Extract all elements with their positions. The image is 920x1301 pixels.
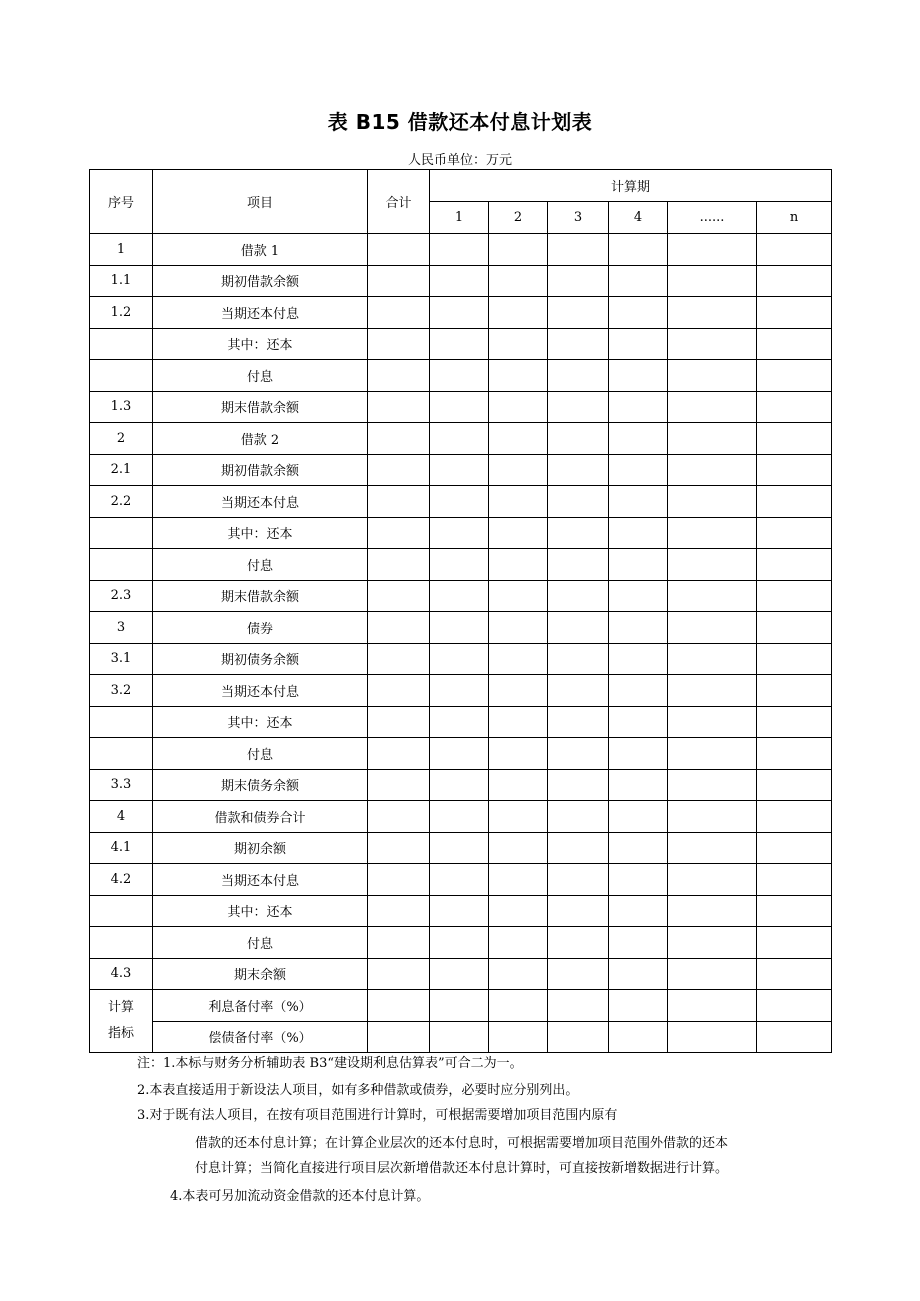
table-row bbox=[90, 927, 832, 959]
table-row bbox=[90, 391, 832, 423]
table-cell bbox=[430, 643, 489, 675]
table-body bbox=[90, 234, 832, 1053]
row-item: 付息 bbox=[153, 549, 368, 581]
table-cell bbox=[757, 801, 832, 833]
row-seq: 4.3 bbox=[90, 958, 153, 990]
table-cell bbox=[757, 580, 832, 612]
table-cell bbox=[609, 549, 668, 581]
table-cell bbox=[548, 423, 609, 455]
table-cell bbox=[757, 297, 832, 329]
table-cell bbox=[668, 328, 757, 360]
table-cell bbox=[368, 517, 430, 549]
table-cell bbox=[489, 958, 548, 990]
table-cell bbox=[430, 1021, 489, 1053]
table-cell bbox=[430, 738, 489, 770]
table-cell bbox=[430, 958, 489, 990]
table-cell bbox=[609, 612, 668, 644]
table-cell bbox=[668, 517, 757, 549]
table-cell bbox=[430, 706, 489, 738]
table-cell bbox=[430, 769, 489, 801]
table-cell bbox=[368, 360, 430, 392]
row-seq bbox=[90, 549, 153, 581]
note-3-cont-2: 付息计算；当简化直接进行项目层次新增借款还本付息计算时，可直接按新增数据进行计算。 bbox=[195, 1161, 729, 1176]
indicator-label bbox=[90, 990, 153, 1053]
header-item: 项目 bbox=[153, 170, 368, 234]
row-item: 借款 1 bbox=[153, 234, 368, 266]
row-item: 借款 2 bbox=[153, 423, 368, 455]
row-item: 付息 bbox=[153, 927, 368, 959]
table-cell bbox=[609, 643, 668, 675]
table-row bbox=[90, 360, 832, 392]
table-cell bbox=[489, 927, 548, 959]
table-cell bbox=[668, 265, 757, 297]
table-cell bbox=[489, 328, 548, 360]
table-cell bbox=[757, 486, 832, 518]
table-cell bbox=[757, 265, 832, 297]
table-cell bbox=[430, 517, 489, 549]
currency-unit: 人民币单位：万元 bbox=[407, 153, 512, 168]
table-cell bbox=[548, 360, 609, 392]
table-cell bbox=[548, 580, 609, 612]
table-cell bbox=[430, 927, 489, 959]
table-row bbox=[90, 549, 832, 581]
table-cell bbox=[489, 517, 548, 549]
table-cell bbox=[368, 265, 430, 297]
row-seq: 1.1 bbox=[90, 265, 153, 297]
table-row bbox=[90, 832, 832, 864]
table-row bbox=[90, 801, 832, 833]
table-cell bbox=[489, 297, 548, 329]
table-cell bbox=[430, 234, 489, 266]
table-cell bbox=[489, 423, 548, 455]
indicator-row bbox=[90, 990, 832, 1022]
note-1: 注：1.本标与财务分析辅助表 B3“建设期利息估算表”可合二为一。 bbox=[137, 1056, 523, 1071]
table-cell bbox=[430, 297, 489, 329]
table-cell bbox=[609, 391, 668, 423]
table-row bbox=[90, 328, 832, 360]
header-seq: 序号 bbox=[90, 170, 153, 234]
table-cell bbox=[548, 769, 609, 801]
table-cell bbox=[609, 927, 668, 959]
table-cell bbox=[548, 328, 609, 360]
row-item: 借款和债券合计 bbox=[153, 801, 368, 833]
row-item: 付息 bbox=[153, 360, 368, 392]
table-cell bbox=[757, 517, 832, 549]
table-cell bbox=[668, 832, 757, 864]
table-cell bbox=[368, 454, 430, 486]
table-cell bbox=[757, 958, 832, 990]
table-cell bbox=[668, 675, 757, 707]
table-row bbox=[90, 265, 832, 297]
table-cell bbox=[609, 265, 668, 297]
table-row bbox=[90, 895, 832, 927]
table-cell bbox=[368, 423, 430, 455]
table-cell bbox=[430, 549, 489, 581]
table-cell bbox=[489, 486, 548, 518]
table-cell bbox=[489, 643, 548, 675]
row-item: 当期还本付息 bbox=[153, 864, 368, 896]
table-cell bbox=[548, 297, 609, 329]
row-item: 期初借款余额 bbox=[153, 265, 368, 297]
table-cell bbox=[668, 391, 757, 423]
row-item: 其中：还本 bbox=[153, 706, 368, 738]
row-seq: 2.2 bbox=[90, 486, 153, 518]
table-cell bbox=[668, 927, 757, 959]
table-cell bbox=[489, 675, 548, 707]
header-period-2: 2 bbox=[489, 202, 548, 234]
row-seq bbox=[90, 328, 153, 360]
table-cell bbox=[430, 612, 489, 644]
table-cell bbox=[489, 864, 548, 896]
table-cell bbox=[757, 423, 832, 455]
table-cell bbox=[548, 675, 609, 707]
table-cell bbox=[668, 706, 757, 738]
table-cell bbox=[489, 990, 548, 1022]
table-cell bbox=[668, 801, 757, 833]
table-cell bbox=[548, 706, 609, 738]
table-row bbox=[90, 958, 832, 990]
table-cell bbox=[668, 423, 757, 455]
table-cell bbox=[548, 895, 609, 927]
table-cell bbox=[668, 895, 757, 927]
table-cell bbox=[489, 580, 548, 612]
table-cell bbox=[368, 895, 430, 927]
table-cell bbox=[548, 265, 609, 297]
table-cell bbox=[757, 1021, 832, 1053]
table-cell bbox=[609, 958, 668, 990]
table-cell bbox=[548, 454, 609, 486]
note-3: 3.对于既有法人项目，在按有项目范围进行计算时，可根据需要增加项目范围内原有 bbox=[137, 1108, 618, 1123]
table-cell bbox=[430, 265, 489, 297]
row-seq: 4 bbox=[90, 801, 153, 833]
table-cell bbox=[609, 864, 668, 896]
table-cell bbox=[757, 990, 832, 1022]
table-cell bbox=[489, 360, 548, 392]
indicator-item: 利息备付率（%） bbox=[153, 990, 368, 1022]
table-row bbox=[90, 454, 832, 486]
table-row bbox=[90, 580, 832, 612]
table-cell bbox=[489, 895, 548, 927]
indicator-label-line2: 指标 bbox=[107, 1026, 134, 1041]
header-period: 计算期 bbox=[430, 170, 832, 202]
row-seq: 3 bbox=[90, 612, 153, 644]
table-cell bbox=[368, 832, 430, 864]
table-cell bbox=[609, 675, 668, 707]
table-cell bbox=[609, 423, 668, 455]
table-row bbox=[90, 706, 832, 738]
table-cell bbox=[668, 990, 757, 1022]
table-cell bbox=[368, 643, 430, 675]
table-row bbox=[90, 675, 832, 707]
row-seq: 1.3 bbox=[90, 391, 153, 423]
table-cell bbox=[489, 706, 548, 738]
row-item: 期末借款余额 bbox=[153, 580, 368, 612]
header-period-n: n bbox=[757, 202, 832, 234]
table-cell bbox=[489, 454, 548, 486]
table-cell bbox=[757, 675, 832, 707]
table-cell bbox=[430, 454, 489, 486]
table-cell bbox=[368, 675, 430, 707]
table-cell bbox=[368, 391, 430, 423]
table-cell bbox=[757, 927, 832, 959]
table-cell bbox=[368, 801, 430, 833]
table-cell bbox=[548, 643, 609, 675]
table-cell bbox=[430, 832, 489, 864]
indicator-label-line1: 计算 bbox=[107, 1000, 134, 1015]
table-cell bbox=[489, 265, 548, 297]
header-period-3: 3 bbox=[548, 202, 609, 234]
row-item: 期末债务余额 bbox=[153, 769, 368, 801]
table-cell bbox=[489, 738, 548, 770]
row-seq bbox=[90, 927, 153, 959]
table-row bbox=[90, 643, 832, 675]
table-cell bbox=[548, 234, 609, 266]
row-item: 期末余额 bbox=[153, 958, 368, 990]
row-item: 当期还本付息 bbox=[153, 297, 368, 329]
table-cell bbox=[609, 1021, 668, 1053]
row-seq: 2 bbox=[90, 423, 153, 455]
row-item: 期末借款余额 bbox=[153, 391, 368, 423]
header-period-ellipsis: ...... bbox=[668, 202, 757, 234]
header-total: 合计 bbox=[368, 170, 430, 234]
table-cell bbox=[757, 454, 832, 486]
table-row bbox=[90, 297, 832, 329]
row-seq bbox=[90, 895, 153, 927]
table-cell bbox=[548, 864, 609, 896]
table-cell bbox=[548, 391, 609, 423]
table-cell bbox=[668, 486, 757, 518]
table-row bbox=[90, 769, 832, 801]
table-cell bbox=[489, 801, 548, 833]
table-cell bbox=[430, 895, 489, 927]
table-cell bbox=[368, 1021, 430, 1053]
table-cell bbox=[609, 486, 668, 518]
table-cell bbox=[757, 832, 832, 864]
table-cell bbox=[548, 486, 609, 518]
table-cell bbox=[609, 328, 668, 360]
table-cell bbox=[489, 549, 548, 581]
row-seq: 3.1 bbox=[90, 643, 153, 675]
indicator-row bbox=[90, 1021, 832, 1053]
table-cell bbox=[368, 927, 430, 959]
table-cell bbox=[489, 832, 548, 864]
row-seq: 1 bbox=[90, 234, 153, 266]
row-seq: 4.1 bbox=[90, 832, 153, 864]
table-cell bbox=[430, 801, 489, 833]
table-row bbox=[90, 517, 832, 549]
table-cell bbox=[757, 738, 832, 770]
row-seq: 3.2 bbox=[90, 675, 153, 707]
row-item: 期初余额 bbox=[153, 832, 368, 864]
table-cell bbox=[668, 580, 757, 612]
table-cell bbox=[548, 517, 609, 549]
table-cell bbox=[548, 738, 609, 770]
table-cell bbox=[430, 675, 489, 707]
table-cell bbox=[609, 801, 668, 833]
table-cell bbox=[668, 738, 757, 770]
table-cell bbox=[548, 549, 609, 581]
table-cell bbox=[757, 360, 832, 392]
table-cell bbox=[430, 580, 489, 612]
indicator-item: 偿债备付率（%） bbox=[153, 1021, 368, 1053]
table-cell bbox=[368, 580, 430, 612]
table-row bbox=[90, 612, 832, 644]
row-item: 当期还本付息 bbox=[153, 486, 368, 518]
table-cell bbox=[368, 328, 430, 360]
table-cell bbox=[609, 297, 668, 329]
table-cell bbox=[548, 990, 609, 1022]
note-4: 4.本表可另加流动资金借款的还本付息计算。 bbox=[170, 1189, 430, 1204]
table-cell bbox=[609, 580, 668, 612]
table-cell bbox=[757, 549, 832, 581]
table-cell bbox=[609, 738, 668, 770]
table-cell bbox=[430, 360, 489, 392]
page-title: 表 B15 借款还本付息计划表 bbox=[327, 110, 593, 134]
table-cell bbox=[368, 297, 430, 329]
table-cell bbox=[757, 864, 832, 896]
table-cell bbox=[757, 895, 832, 927]
table-cell bbox=[668, 234, 757, 266]
row-item: 期初债务余额 bbox=[153, 643, 368, 675]
table-cell bbox=[757, 706, 832, 738]
row-seq: 4.2 bbox=[90, 864, 153, 896]
table-cell bbox=[368, 612, 430, 644]
table-cell bbox=[668, 769, 757, 801]
table-cell bbox=[489, 769, 548, 801]
table-cell bbox=[430, 864, 489, 896]
table-cell bbox=[609, 769, 668, 801]
table-cell bbox=[489, 391, 548, 423]
table-cell bbox=[668, 549, 757, 581]
table-cell bbox=[609, 832, 668, 864]
row-seq bbox=[90, 706, 153, 738]
table-cell bbox=[368, 958, 430, 990]
table-cell bbox=[757, 328, 832, 360]
table-cell bbox=[430, 486, 489, 518]
table-cell bbox=[368, 234, 430, 266]
table-cell bbox=[668, 958, 757, 990]
table-cell bbox=[757, 612, 832, 644]
note-2: 2.本表直接适用于新设法人项目，如有多种借款或债券，必要时应分别列出。 bbox=[137, 1083, 579, 1098]
table-cell bbox=[668, 1021, 757, 1053]
row-seq: 2.3 bbox=[90, 580, 153, 612]
table-cell bbox=[548, 958, 609, 990]
table-cell bbox=[430, 391, 489, 423]
table-cell bbox=[430, 328, 489, 360]
row-seq bbox=[90, 738, 153, 770]
table-cell bbox=[609, 517, 668, 549]
table-cell bbox=[368, 486, 430, 518]
row-item: 其中：还本 bbox=[153, 517, 368, 549]
note-3-cont-1: 借款的还本付息计算；在计算企业层次的还本付息时，可根据需要增加项目范围外借款的还本 bbox=[195, 1136, 729, 1151]
table-cell bbox=[548, 927, 609, 959]
table-cell bbox=[368, 990, 430, 1022]
table-cell bbox=[757, 234, 832, 266]
table-cell bbox=[609, 454, 668, 486]
row-item: 期初借款余额 bbox=[153, 454, 368, 486]
table-cell bbox=[609, 895, 668, 927]
table-row bbox=[90, 234, 832, 266]
table-cell bbox=[368, 706, 430, 738]
row-seq bbox=[90, 517, 153, 549]
table-cell bbox=[609, 706, 668, 738]
table-cell bbox=[668, 297, 757, 329]
table-cell bbox=[668, 454, 757, 486]
table-row bbox=[90, 738, 832, 770]
table-row bbox=[90, 864, 832, 896]
table-cell bbox=[757, 643, 832, 675]
table-cell bbox=[609, 990, 668, 1022]
table-cell bbox=[489, 1021, 548, 1053]
row-item: 其中：还本 bbox=[153, 895, 368, 927]
table-cell bbox=[368, 549, 430, 581]
row-seq: 1.2 bbox=[90, 297, 153, 329]
table-cell bbox=[548, 1021, 609, 1053]
table-cell bbox=[430, 423, 489, 455]
table-cell bbox=[489, 234, 548, 266]
table-cell bbox=[609, 360, 668, 392]
table-cell bbox=[548, 832, 609, 864]
header-period-1: 1 bbox=[430, 202, 489, 234]
table-cell bbox=[668, 612, 757, 644]
table-cell bbox=[489, 612, 548, 644]
table-cell bbox=[668, 643, 757, 675]
table-cell bbox=[368, 864, 430, 896]
table-cell bbox=[609, 234, 668, 266]
row-item: 其中：还本 bbox=[153, 328, 368, 360]
row-item: 债券 bbox=[153, 612, 368, 644]
table-cell bbox=[430, 990, 489, 1022]
row-seq: 2.1 bbox=[90, 454, 153, 486]
row-item: 付息 bbox=[153, 738, 368, 770]
table-cell bbox=[668, 360, 757, 392]
repayment-plan-table bbox=[89, 169, 832, 1053]
table-cell bbox=[757, 769, 832, 801]
table-cell bbox=[548, 612, 609, 644]
row-seq bbox=[90, 360, 153, 392]
table-cell bbox=[548, 801, 609, 833]
table-cell bbox=[668, 864, 757, 896]
row-seq: 3.3 bbox=[90, 769, 153, 801]
table-row bbox=[90, 486, 832, 518]
row-item: 当期还本付息 bbox=[153, 675, 368, 707]
table-cell bbox=[368, 738, 430, 770]
table-row bbox=[90, 423, 832, 455]
table-cell bbox=[368, 769, 430, 801]
header-period-4: 4 bbox=[609, 202, 668, 234]
table-cell bbox=[757, 391, 832, 423]
